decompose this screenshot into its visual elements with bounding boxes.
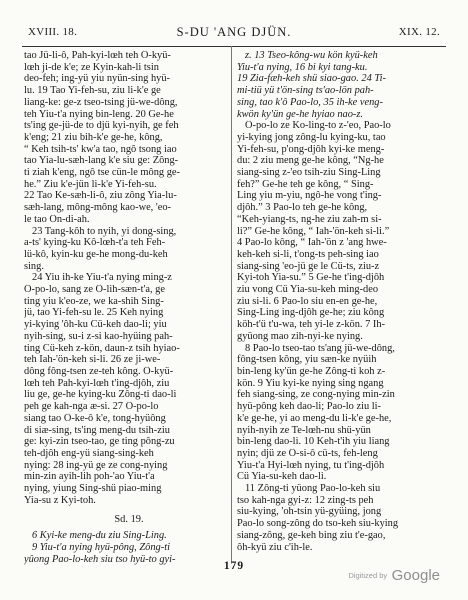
left-column-text (24, 50, 234, 506)
text-line: ôh-kyü ziu c'ih-le. (237, 541, 313, 553)
text-line: hyü-pông keh dao-li; Pao-lo ziu li- (237, 401, 381, 413)
text-line: Yi-feh-su, p'ong-djôh kyi-ke meng- (237, 143, 385, 155)
text-line: nyin; djü ze Ô-si-ô cü-ts, feh-leng (237, 447, 378, 459)
text-line: a-ts' kying-ku Kô-lœh-t'a teh Feh- (24, 237, 166, 249)
text-line: teh-djôh eng-yü siang-sing-keh (24, 447, 154, 459)
text-line: k'e ge-he, yi ao meng-du li-k'e ge-he, (237, 412, 392, 424)
text-line: ting Cü-keh z-kön, daun-z tsih hyiao- (24, 342, 180, 354)
text-line: keh-keh si-li, t'ong-ts peh-sing iao (237, 248, 379, 260)
text-line: “ Keh tsih-ts' kw'a tao, ngô tsong iao (24, 143, 177, 155)
text-line: yûong Pao-lo-keh siu tso hyü-to gyi- (24, 553, 176, 565)
text-line: tao Yia-lu-sæh-lang k'e siu ge: Zông- (24, 155, 179, 167)
text-line: lœh ji-de k'e; ze Kyin-kah-li tsin (24, 61, 159, 73)
text-line: bin-leng dao-li. 10 Keh-t'ih yiu liang (237, 436, 390, 448)
text-line: ts'ing ge-jü-de to djü kyi-nyih, ge feh (24, 120, 179, 132)
running-header (28, 26, 440, 42)
text-line: 23 Tang-kôh to nyih, yi dong-sing, (32, 225, 177, 237)
text-line: tso kah-nga gyi-z: 12 zing-ts peh (237, 494, 374, 506)
text-line: deo-feh; ing-yü yiu nyün-sing hyü- (24, 73, 171, 85)
text-line: fông-tsen kông, yiu sæn-ke nyüih (237, 354, 377, 366)
text-line: dông fông-tsen ze-teh kông. Ô-kyü- (24, 365, 174, 377)
text-line: Yiu-t'a nying, 16 bi kyi tang-ku. (237, 61, 368, 73)
text-line: siang tao Ô-ke-ô k'e, tong-hyüông (24, 412, 166, 424)
text-line: siang-sing z-'eo tsih-ziu Sing-Ling (237, 167, 381, 179)
right-column (237, 50, 449, 553)
text-line: lu. 19 Tao Yi-feh-su, ziu li-k'e ge (24, 85, 161, 97)
text-line: Ô-po-lo ze Ko-ling-to z-'eo, Pao-lo (245, 120, 391, 132)
text-line: “Keh-yiang-ts, ng-he ziu zah-m si- (237, 213, 382, 225)
digitized-watermark (348, 567, 440, 585)
text-line: köh-t'ü t'u-wa, teh yi-le z-kön. 7 Ih- (237, 319, 386, 331)
text-line: min-zin ayih-lih poh-'ao Yiu-t'a (24, 471, 155, 483)
text-line: Pao-lo song-zông do tso-keh siu-kying (237, 518, 399, 530)
left-column (24, 50, 234, 565)
text-line: lœh teh Pah-kyi-lœh t'ing-djôh, ziu (24, 377, 170, 389)
text-line: ziu vong Cü Yia-su-keh ming-deo (237, 284, 379, 296)
text-line: 11 Zông-ti yüong Pao-lo-keh siu (245, 483, 381, 495)
text-line: 4 Pao-lo kông, “ Iah-'ön z 'ang hwe- (237, 237, 387, 249)
text-line: 19 Zia-fæh-keh shü siao-gao. 24 Ti- (237, 73, 386, 85)
text-line: Yiu-t'a Hyi-lœh nying, tu t'ing-djôh (237, 459, 385, 471)
text-line: he.” Ziu k'e-jün li-k'e Yi-feh-su. (24, 178, 157, 190)
header-right-ref: XIX. 12. (398, 26, 440, 38)
text-line: 22 Tao Ke-sæh-li-ô, ziu zông Yia-lu- (24, 190, 177, 202)
text-line: siang-zông, ge-keh bing ziu t'e-gao, (237, 529, 386, 541)
header-left-ref: XVIII. 18. (28, 26, 78, 38)
watermark-prefix: Digitized by (348, 571, 388, 580)
text-line: teh Iah-'ön-keh si-li. 26 ze ji-we- (24, 354, 161, 366)
text-line: nying, yiung Sing-shü piao-ming (24, 483, 162, 495)
header-rule (22, 46, 446, 47)
text-line: Kyi-toh Yia-su.” 5 Ge-he t'ing-djôh (237, 272, 385, 284)
text-line: du: 2 ziu meng ge-he kông, “Ng-he (237, 155, 384, 167)
text-line: liu ge, ge-he kying-ku Zông-ti dao-li (24, 389, 177, 401)
text-line: le tao Ôn-di-ah. (24, 213, 90, 225)
text-line: peh ge kah-nga æ-si. 27 Ô-po-lo (24, 401, 159, 413)
text-line: djôh.” 3 Pao-lo teh ge-he kông, (237, 202, 368, 214)
text-line: Ô-po-lo, sang ze Ô-lih-sæn-t'a, ge (24, 284, 165, 296)
text-line: nying: 28 ing-yü ge ze cong-nying (24, 459, 168, 471)
text-line: teh Yiu-t'a nying bin-leng. 20 Ge-he (24, 108, 174, 120)
section-heading: Sd. 19. (114, 514, 144, 526)
text-line: bin-leng ky'ün ge-he Zông-ti koh z- (237, 365, 386, 377)
text-line: gyüong mao zih-nyi-ke nying. (237, 330, 363, 342)
text-line: kwön ky'ün ge-he hyiao nao-z. (237, 108, 364, 120)
text-line: siu-kying, 'oh-tsin yü-gyüing, jong (237, 506, 382, 518)
page-number: 179 (223, 560, 245, 572)
text-line: Sing-Ling ing-djôh ge-he; ziu kông (237, 307, 385, 319)
text-line: 9 Yiu-t'a nying hyü-pông, Zông-ti (32, 541, 170, 553)
text-line: nyih-sing, su-i z-si kao-hyüing pah- (24, 330, 173, 342)
header-title: S-DU 'ANG DJÜN. (176, 25, 292, 39)
text-line: liang-ke: ge-z tseo-tsing jü-we-dông, (24, 96, 178, 108)
text-line: sing, tao k'ô Pao-lo, 35 ih-ke veng- (237, 96, 383, 108)
text-line: li?” Ge-he kông, “ Iah-'ön-keh si-li.” (237, 225, 390, 237)
text-line: tao Jü-li-ô, Pah-kyi-lœh teh Ô-kyü- (24, 50, 171, 61)
text-line: sing. (24, 260, 44, 272)
text-line: yi-kying 'ôh-ku Cü-keh dao-li; yiu (24, 319, 167, 331)
text-line: Yia-su z Kyi-toh. (24, 494, 96, 506)
text-line: 8 Pao-lo tseo-tao ts'ang jü-we-dông, (245, 342, 395, 354)
text-line: 6 Kyi-ke meng-du ziu Sing-Ling. (32, 530, 167, 542)
text-line: lü-kô, kyin-ku ge-he mong-du-keh (24, 248, 168, 260)
text-line: kön. 9 Yiu kyi-ke nying sing ngang (237, 377, 384, 389)
text-line: yi-kying jong zông-lu kying-ku, tao (237, 131, 386, 143)
right-column-text (237, 50, 449, 553)
text-line: jü, tao Yi-feh-su le. 25 Keh nying (24, 307, 164, 319)
text-line: nyih-nyih ze Te-lœh-nu shü-yün (237, 424, 371, 436)
text-line: mi-tiü yü t'ön-sing ts'ao-lön pah- (237, 85, 374, 97)
text-line: ziu si-li. 6 Pao-lo siu en-en ge-he, (237, 295, 378, 307)
text-line: feh siang-sing, ze cong-nying min-zin (237, 389, 395, 401)
text-line: z. 13 Tseo-kông-wu kön kyü-keh (245, 50, 378, 61)
text-line: feh?” Ge-he teh ge kông, “ Sing- (237, 178, 374, 190)
text-line: k'eng; 21 ziu bih-k'e ge-he, kông, (24, 131, 163, 143)
text-line: ge: kyi-zin tseo-tao, ge ting pông-zu (24, 436, 175, 448)
text-line: Cü Yia-su-keh dao-li. (237, 471, 327, 483)
watermark-brand: Google (391, 567, 440, 584)
text-line: Ling yiu m-yiu, ngô-he vong t'ing- (237, 190, 382, 202)
text-line: sæh-lang, mông-mông kao-we, 'eo- (24, 202, 172, 214)
text-line: ting yiu k'eo-ze, we ka-shih Sing- (24, 295, 164, 307)
text-line: 24 Yiu ih-ke Yiu-t'a nying ming-z (32, 272, 172, 284)
text-line: siang-sing 'eo-jü ge le Cü-ts, ziu-z (237, 260, 380, 272)
text-line: di siæ-sing, ts'ing meng-du tsih-ziu (24, 424, 170, 436)
text-line: ti ziah k'eng, ngô tse cün-le mông ge- (24, 167, 180, 179)
